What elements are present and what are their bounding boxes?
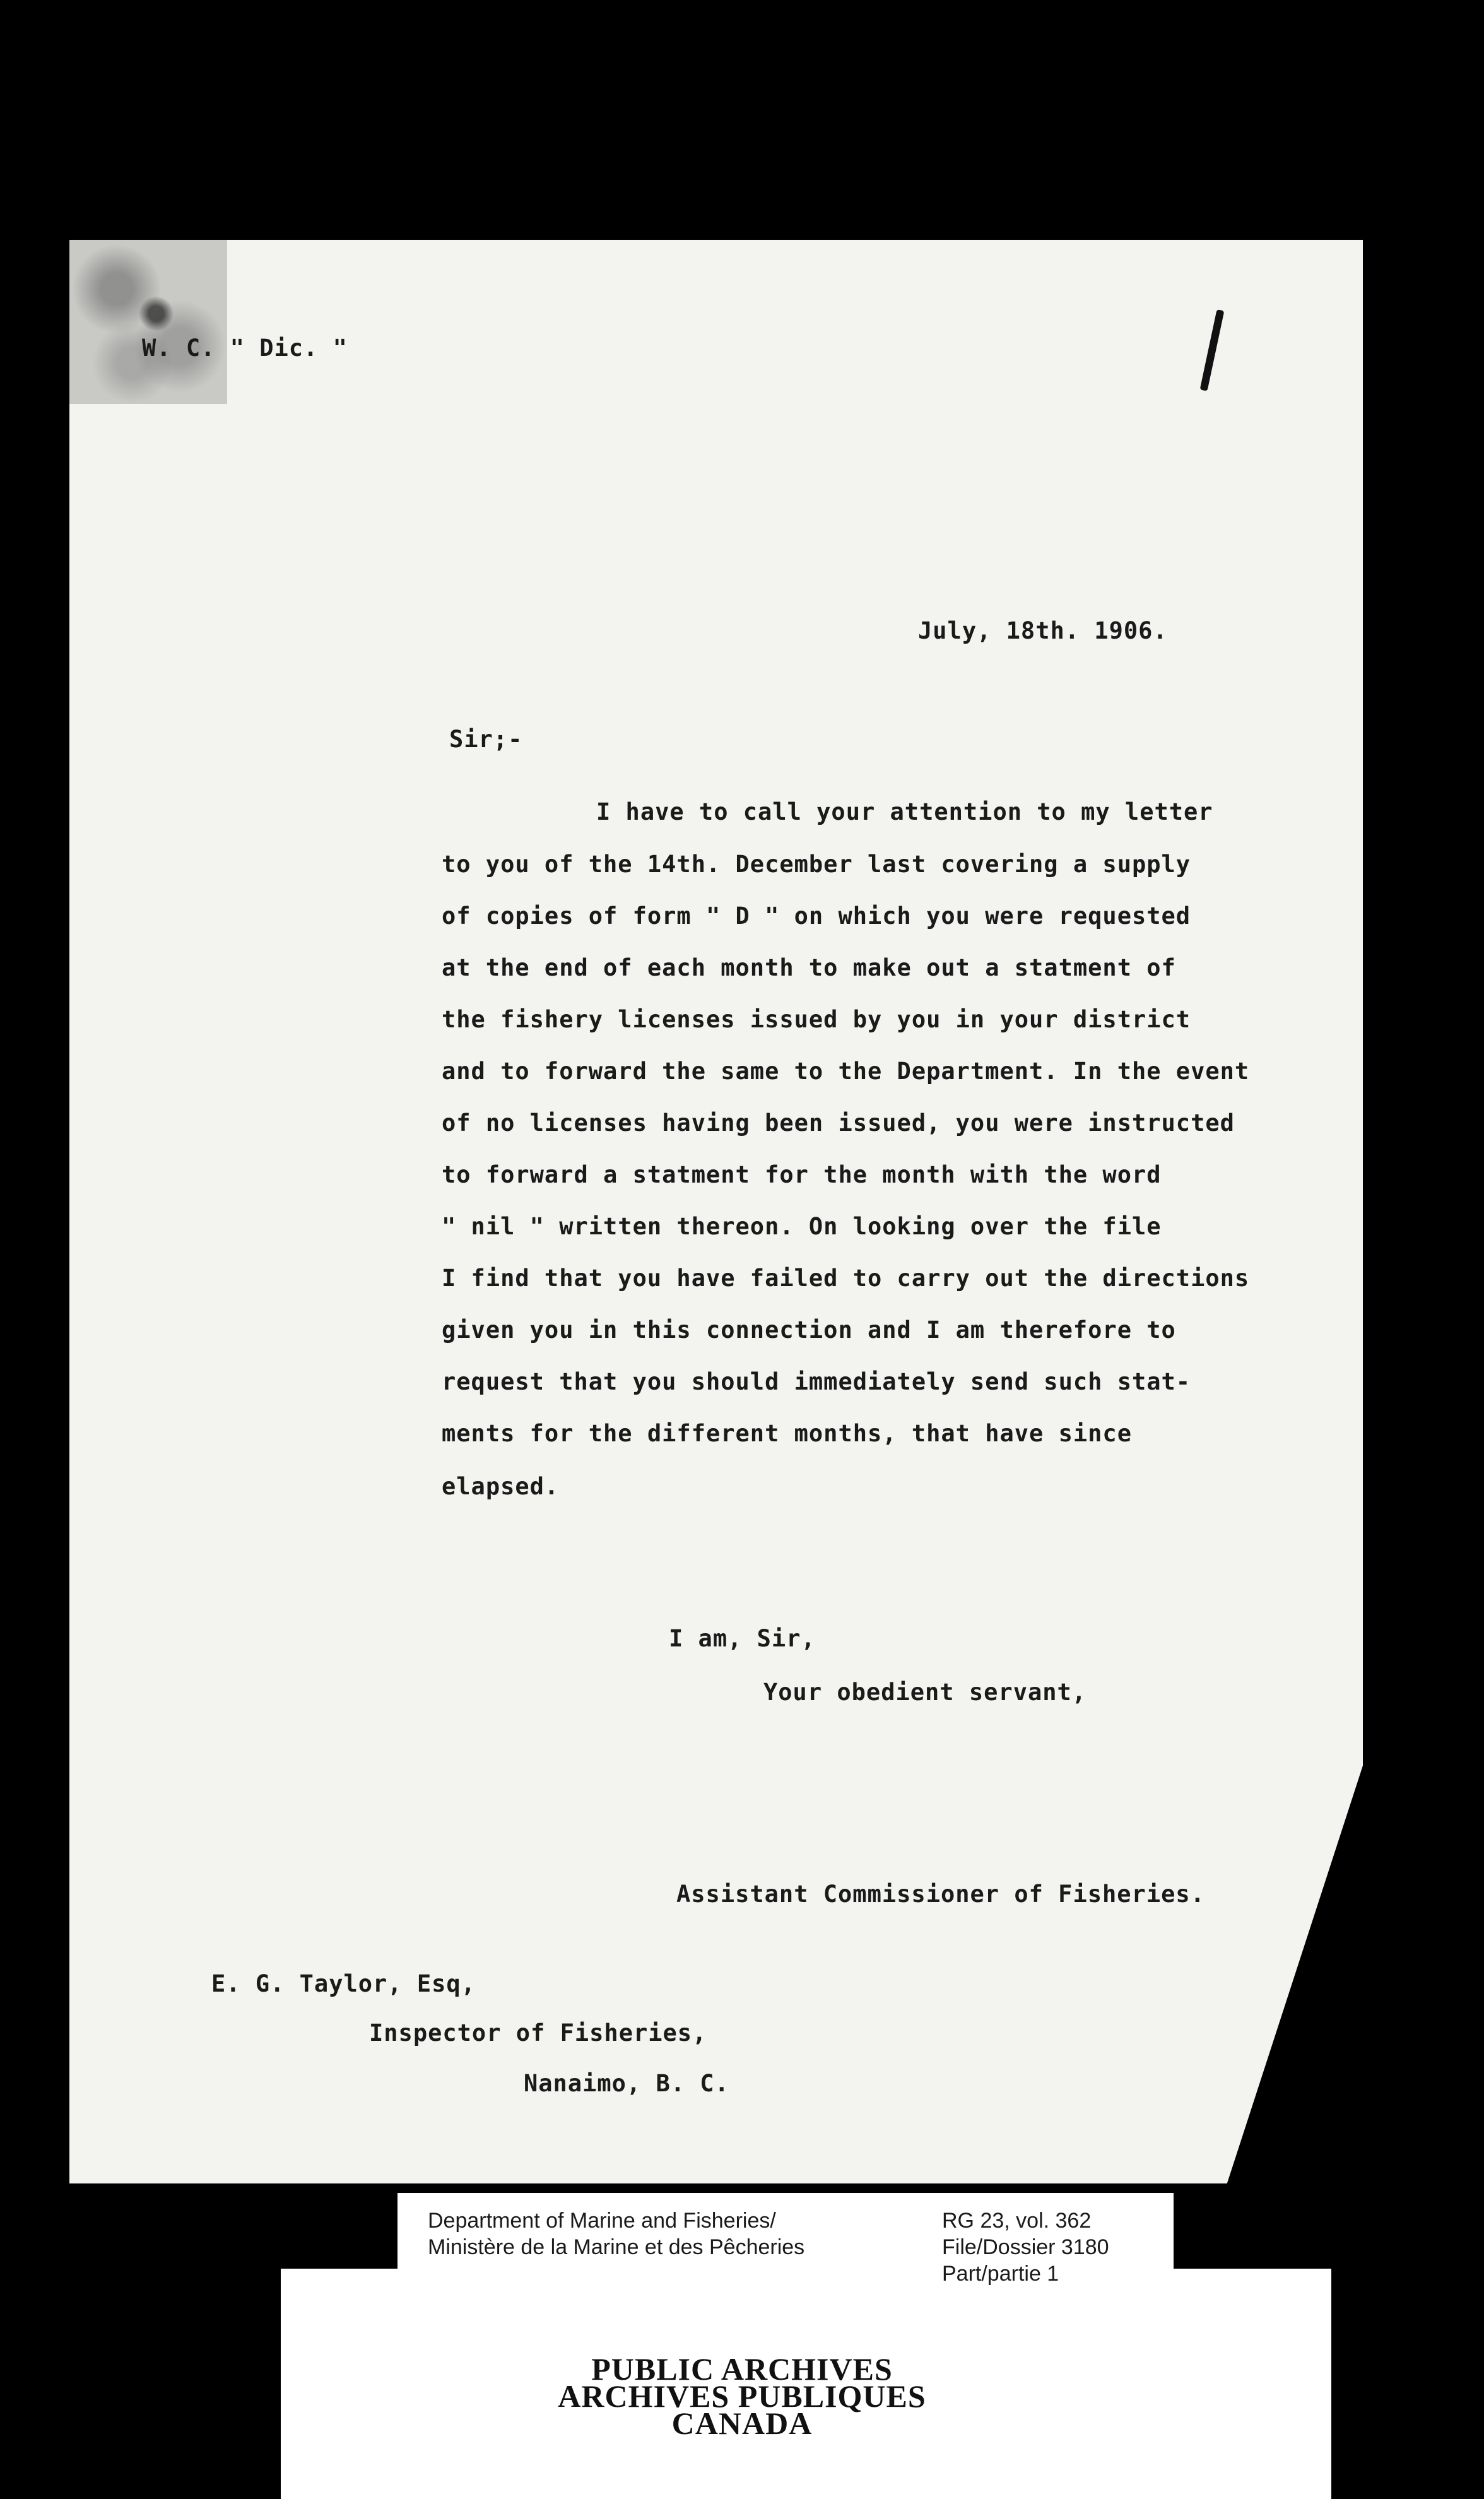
body-line: of no licenses having been issued, you were instructed	[442, 1109, 1235, 1137]
body-line: at the end of each month to make out a statment of	[442, 954, 1176, 981]
body-line: the fishery licenses issued by you in your district	[442, 1006, 1191, 1033]
institution-english: PUBLIC ARCHIVES	[591, 2351, 893, 2387]
institution-french: ARCHIVES PUBLIQUES	[558, 2378, 926, 2414]
body-line: to you of the 14th. December last covering a supply	[442, 851, 1191, 878]
body-line: elapsed.	[442, 1473, 560, 1500]
addressee-place: Nanaimo, B. C.	[524, 2070, 729, 2097]
file-mark: W. C. " Dic. "	[142, 334, 348, 362]
institution-country: CANADA	[671, 2406, 813, 2441]
body-line: ments for the different months, that have since	[442, 1420, 1132, 1447]
addressee-title: Inspector of Fisheries,	[369, 2019, 707, 2047]
signature-title: Assistant Commissioner of Fisheries.	[676, 1881, 1205, 1908]
body-line: request that you should immediately send such stat-	[442, 1368, 1191, 1395]
body-line: given you in this connection and I am therefore to	[442, 1316, 1176, 1344]
body-line: of copies of form " D " on which you were requested	[442, 902, 1191, 930]
closing-line: Your obedient servant,	[763, 1679, 1087, 1706]
salutation: Sir;-	[449, 726, 523, 753]
part-number: Part/partie 1	[942, 2262, 1059, 2286]
letter-date: July, 18th. 1906.	[918, 617, 1168, 644]
body-line: I have to call your attention to my letter	[596, 798, 1213, 825]
body-line: and to forward the same to the Department. In the event	[442, 1058, 1250, 1085]
body-line: " nil " written thereon. On looking over the file	[442, 1213, 1162, 1240]
file-number: File/Dossier 3180	[942, 2235, 1109, 2259]
department-english: Department of Marine and Fisheries/	[428, 2209, 776, 2233]
department-french: Ministère de la Marine et des Pêcheries	[428, 2235, 805, 2259]
body-line: I find that you have failed to carry out the directions	[442, 1265, 1250, 1292]
addressee-name: E. G. Taylor, Esq,	[211, 1970, 476, 1997]
closing-line: I am, Sir,	[669, 1625, 816, 1652]
paper-stain	[69, 240, 227, 404]
body-line: to forward a statment for the month with the word	[442, 1161, 1162, 1188]
record-group: RG 23, vol. 362	[942, 2209, 1092, 2233]
